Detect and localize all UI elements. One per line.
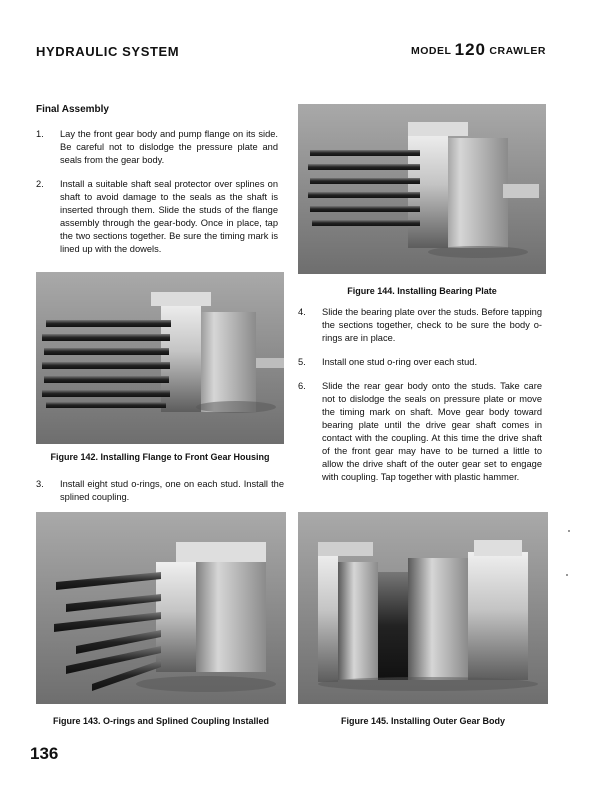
step-number: 1.: [36, 129, 44, 139]
step-number: 2.: [36, 179, 44, 189]
step-4: [298, 306, 542, 345]
figure-143-photo: [36, 512, 286, 704]
step-number: 6.: [298, 381, 306, 391]
figure-143-caption: Figure 143. O-rings and Splined Coupling Installed: [52, 716, 270, 726]
step-number: 3.: [36, 479, 44, 489]
figure-142-photo: [36, 272, 284, 444]
header-model-number: 120: [454, 40, 486, 59]
step-1: [36, 128, 278, 167]
figure-145-caption: Figure 145. Installing Outer Gear Body: [340, 716, 506, 726]
step-text: Lay the front gear body and pump flange on its side. Be careful not to dislodge the pressure plate and seals from the gear body.: [60, 129, 278, 165]
header-model-prefix: MODEL: [410, 45, 452, 57]
step-text: Install eight stud o-rings, one on each stud. Install the splined coupling.: [60, 479, 284, 502]
figure-144-caption: Figure 144. Installing Bearing Plate: [347, 286, 497, 296]
step-3: [36, 478, 284, 504]
scan-speck: [568, 530, 570, 532]
figure-142-caption: Figure 142. Installing Flange to Front Gear Housing: [50, 452, 270, 462]
figure-144-photo: [298, 104, 546, 274]
step-5: [298, 356, 542, 369]
step-text: Slide the bearing plate over the studs. Before tapping the sections together, check to be sure the body o-rings are in place.: [322, 307, 542, 343]
step-number: 5.: [298, 357, 306, 367]
header-section-title: HYDRAULIC SYSTEM: [36, 44, 180, 59]
step-text: Slide the rear gear body onto the studs. Take care not to dislodge the seals on pressure plate or move the timing mark on shaft. Move gear body toward bearing plate until the drive gear shaft comes in contact with the coupling. At this time the drive shaft of the front gear may have to be turned a little to allow the drive shaft of the outer gear set to engage with coupling. Tap together with plastic hammer.: [322, 381, 542, 482]
scan-speck: [566, 574, 568, 576]
figure-145-photo: [298, 512, 548, 704]
step-text: Install one stud o-ring over each stud.: [322, 357, 478, 367]
step-text: Install a suitable shaft seal protector over splines on shaft to avoid damage to the seals as the shaft is inserted through them. Slide the studs of the flange assembly through the gear-body. Once in place, tap the two sections together. Be sure the timing mark is lined up with the dowels.: [60, 179, 278, 254]
step-2: [36, 178, 278, 256]
header-model-suffix: CRAWLER: [489, 45, 546, 57]
section-title: Final Assembly: [36, 104, 109, 115]
page-number: 136: [30, 744, 59, 763]
step-number: 4.: [298, 307, 306, 317]
step-6: [298, 380, 542, 484]
header-model-title: [411, 40, 546, 60]
